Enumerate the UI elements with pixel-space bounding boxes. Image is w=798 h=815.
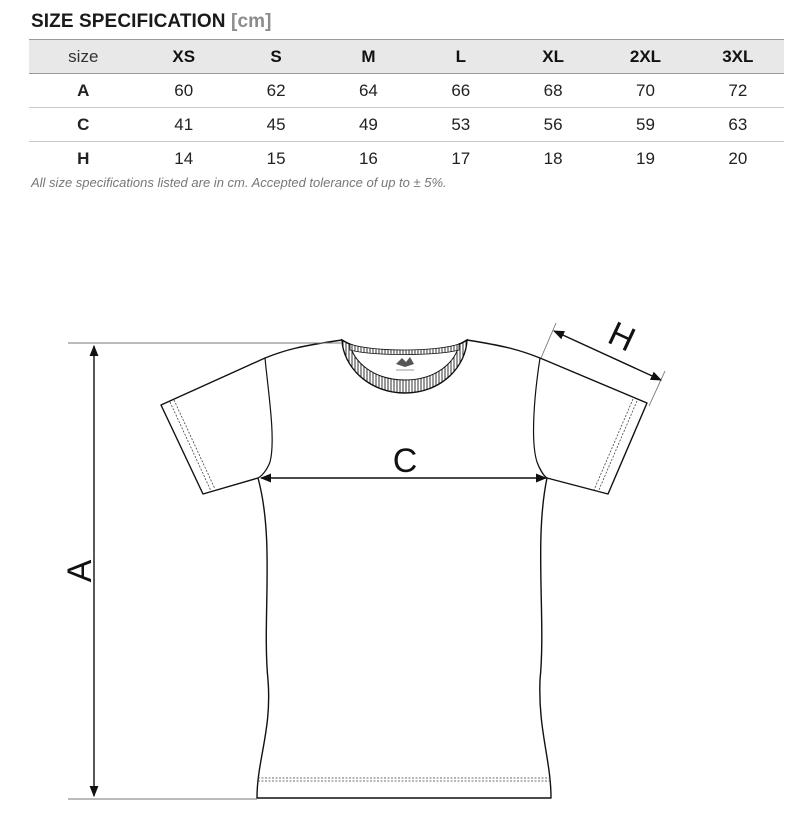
table-cell: 20 [728, 148, 748, 168]
table-cell: 19 [636, 148, 655, 168]
dimension-c-label: C [392, 442, 418, 480]
column-header: 3XL [722, 46, 754, 66]
column-header: M [361, 46, 376, 66]
table-cell: 14 [174, 148, 194, 168]
dimension-a-label: A [61, 559, 99, 583]
table-cell: 68 [543, 80, 563, 100]
table-cell: 15 [266, 148, 286, 168]
table-cell: 18 [543, 148, 563, 168]
table-cell: 62 [266, 80, 286, 100]
table-cell: 59 [636, 114, 655, 134]
table-cell: 66 [451, 80, 471, 100]
table-cell: 63 [728, 114, 748, 134]
table-cell: 45 [266, 114, 286, 134]
row-label: C [77, 114, 90, 134]
table-cell: 70 [636, 80, 655, 100]
table-cell: 17 [451, 148, 471, 168]
tolerance-note: All size specifications listed are in cm. Accepted tolerance of up to ± 5%. [31, 175, 447, 190]
dimension-h-label: H [602, 314, 641, 360]
table-cell: 72 [728, 80, 748, 100]
column-header: S [270, 46, 282, 66]
table-cell: 53 [451, 114, 471, 134]
table-cell: 56 [543, 114, 563, 134]
column-header: XL [542, 46, 564, 66]
table-cell: 64 [358, 80, 378, 100]
column-header-size: size [68, 46, 99, 66]
tshirt-outline [161, 340, 647, 798]
column-header: XS [172, 46, 196, 66]
table-cell: 49 [358, 114, 378, 134]
column-header: 2XL [629, 46, 662, 66]
row-label: H [77, 148, 90, 168]
table-cell: 60 [174, 80, 194, 100]
title-unit: [cm] [231, 11, 272, 32]
title-text: SIZE SPECIFICATION [31, 11, 226, 32]
dimension-h-extension-left [541, 323, 556, 358]
column-header: L [455, 46, 466, 66]
table-cell: 16 [358, 148, 378, 168]
row-label: A [77, 80, 90, 100]
table-cell: 41 [174, 114, 194, 134]
